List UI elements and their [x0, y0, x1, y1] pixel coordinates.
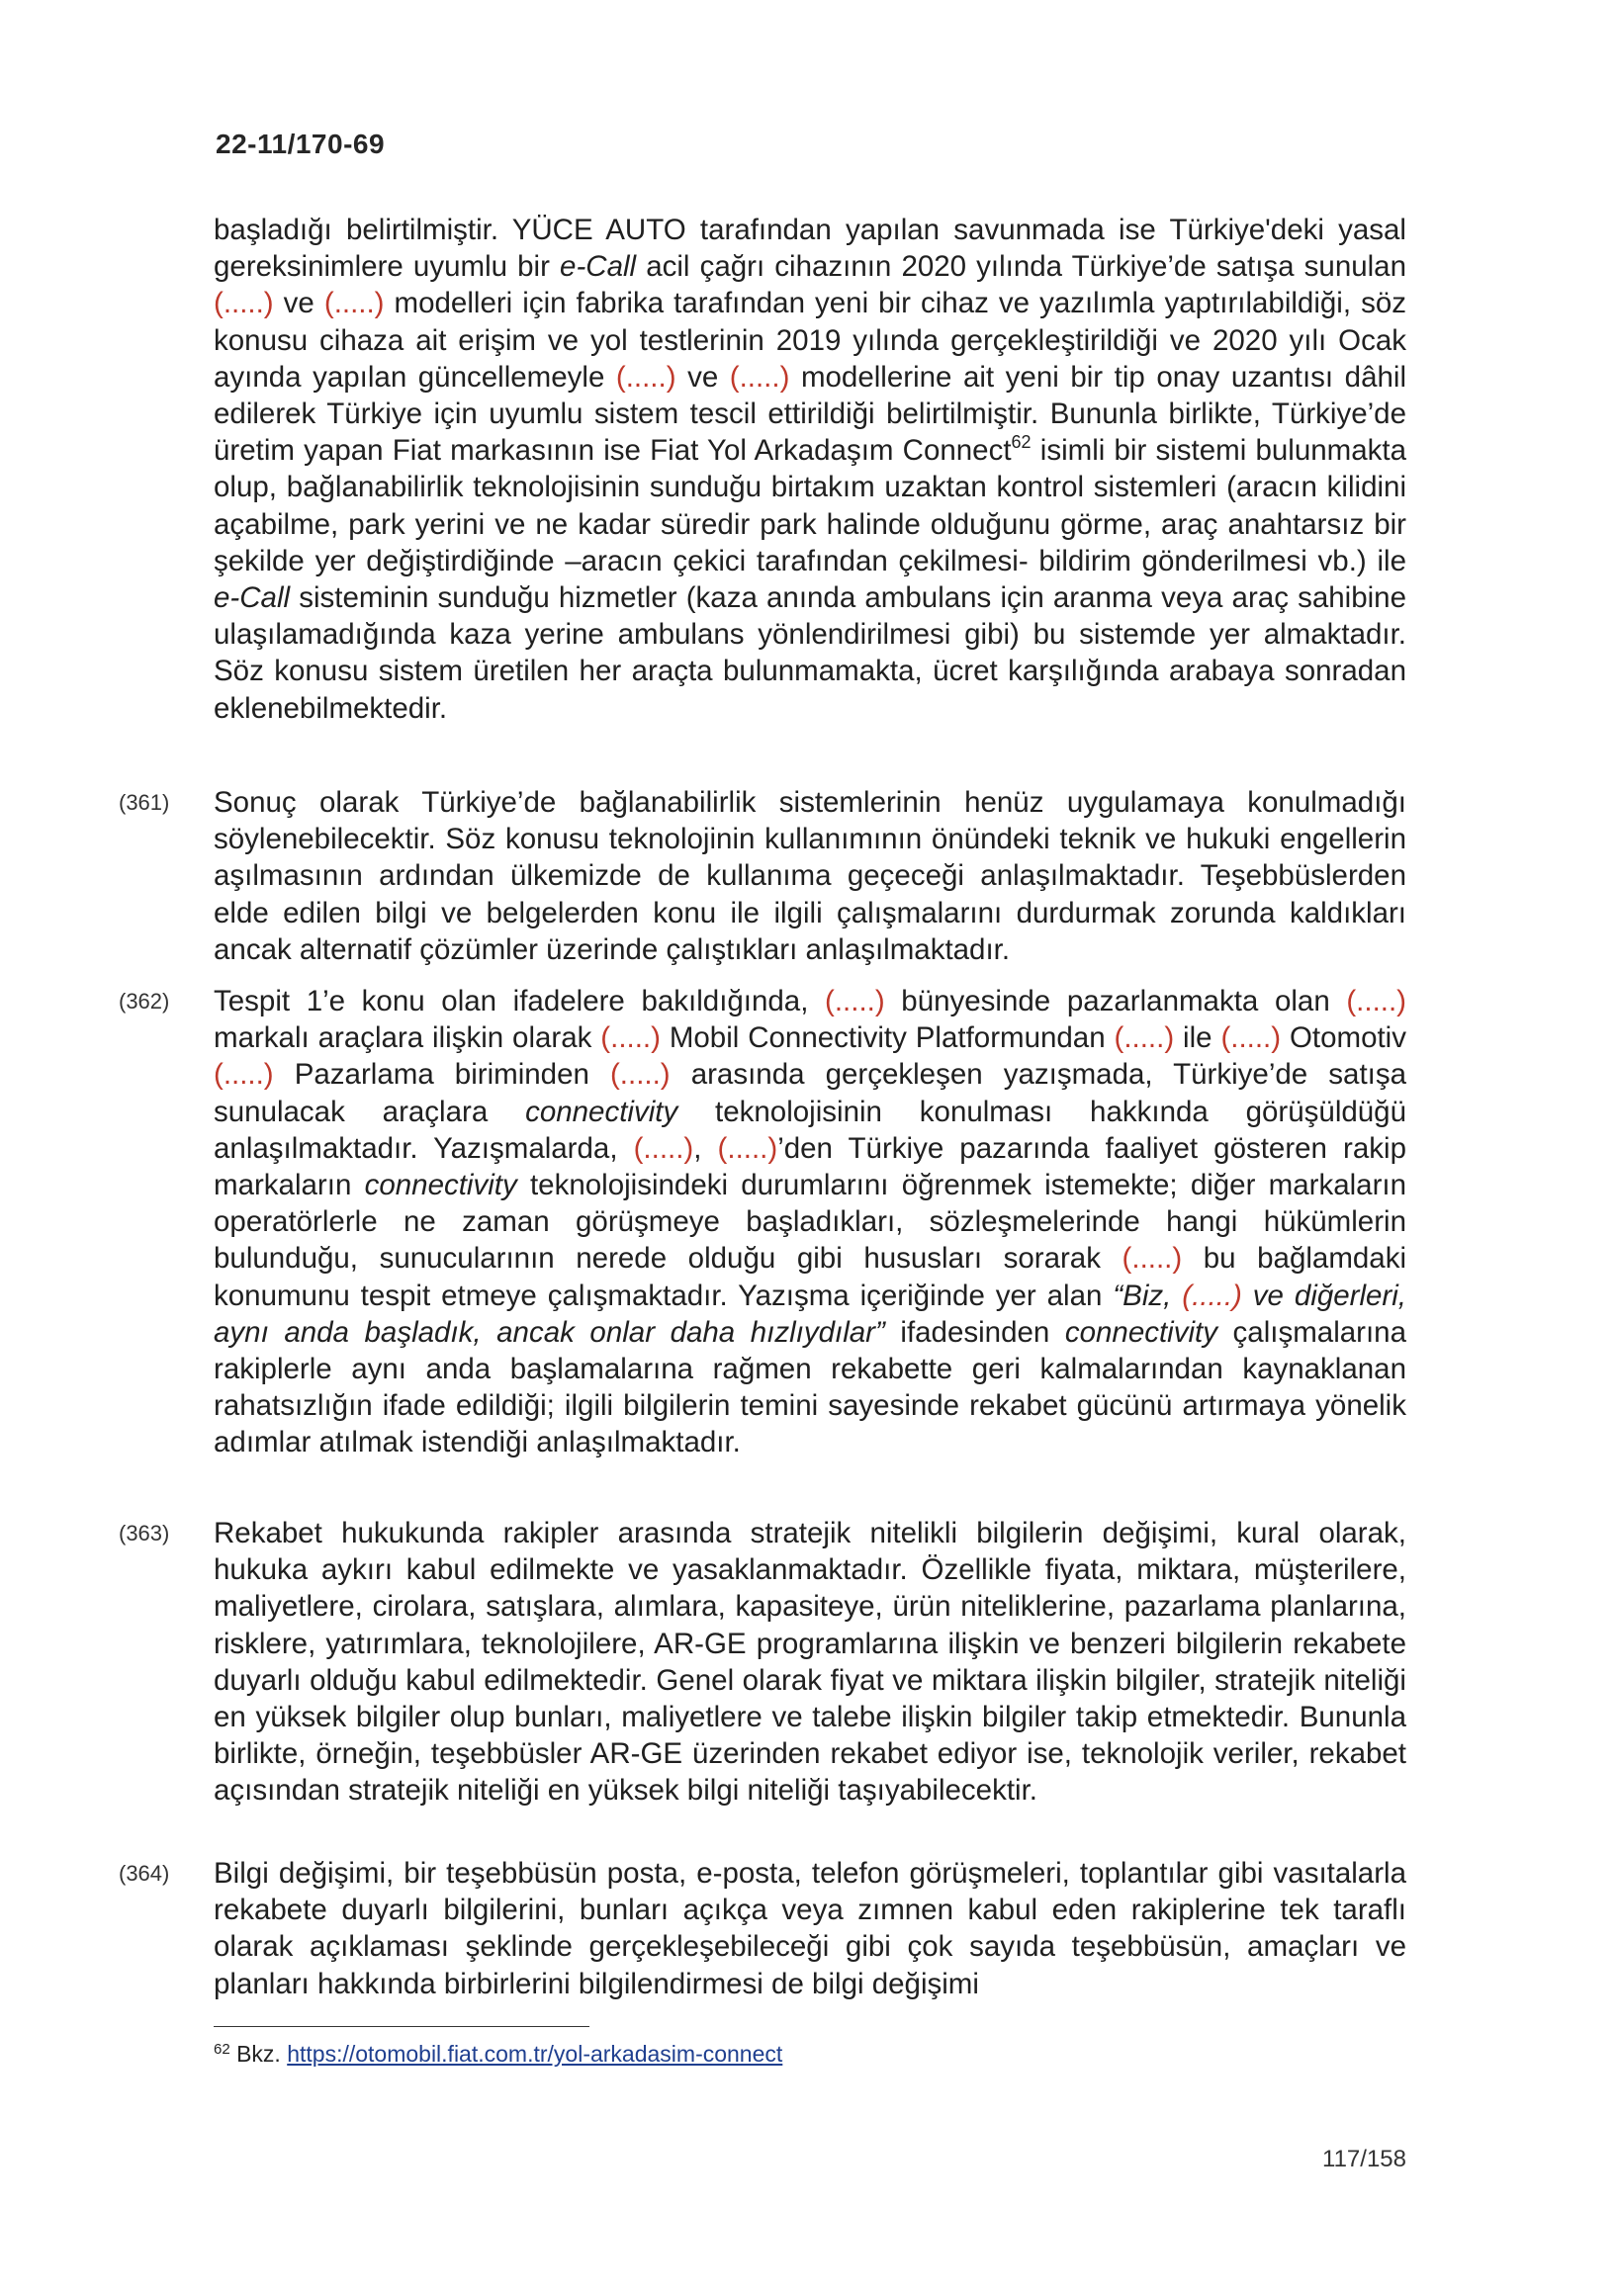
text-run-italic: e-Call — [560, 250, 637, 284]
document-id: 22-11/170-69 — [216, 129, 386, 159]
redaction: (.....) — [1220, 1021, 1282, 1055]
text-run: ifadesinden — [884, 1315, 1065, 1349]
text-run: , — [693, 1131, 718, 1165]
paragraph-362 — [214, 983, 1406, 1461]
footnote-divider — [214, 2026, 589, 2027]
text-run-italic: connectivity — [1064, 1315, 1217, 1349]
paragraph-number: (363) — [119, 1521, 170, 1545]
text-run: isimli bir sistemi bulunmakta olup, bağlanabilirlik teknolojisinin sunduğu birtakım uzaktan kontrol sistemleri (aracın kilidini açabilme, park yerini ve ne kadar süredir park halinde olduğunu görme, araç anahtarsız bir şekilde yer değiştirdiğinde –aracın çekici tarafından çekilmesi- bildirim gönderilmesi vb.) ile — [214, 434, 1406, 577]
redaction: (.....) — [1122, 1242, 1183, 1276]
text-run: ’den Türkiye pazarında faaliyet gösteren rakip markaların — [214, 1131, 1406, 1202]
text-run: çalışmalarına rakiplerle aynı anda başlamalarına rağmen rekabette geri kalmalarından kaynaklanan rahatsızlığın ifade edildiği; ilgili bilgilerin temini sayesinde rekabet gücünü artırmaya yönelik adımlar atılmak istendiği anlaşılmaktadır. — [214, 1315, 1406, 1459]
paragraph-text: Rekabet hukukunda rakipler arasında stratejik nitelikli bilgilerin değişimi, kural olarak, hukuka aykırı kabul edilmekte ve yasaklanmaktadır. Özellikle fiyata, miktara, müşterilere, maliyetlere, cirolara, satışlara, alımlara, kapasiteye, ürün niteliklerine, pazarlama planlarına, risklere, yatırımlara, teknolojilere, AR-GE programlarına ilişkin ve benzeri bilgilerin rekabete duyarlı olduğu kabul edilmektedir. Genel olarak fiyat ve miktara ilişkin bilgiler, stratejik niteliği en yüksek bilgiler olup bunları, maliyetlere ve talebe ilişkin bilgiler takip etmektedir. Bununla birlikte, örneğin, teşebbüsler AR-GE üzerinden rekabet ediyor ise, teknolojik veriler, rekabet açısından stratejik niteliği en yüksek bilgi niteliği taşıyabilecektir. — [214, 1517, 1406, 1808]
text-run: teknolojisindeki durumlarını öğrenmek istemekte; diğer markaların operatörlerle ne zaman görüşmeye başladıkları, sözleşmelerinde hangi hükümlerin bulunduğu, sunucularının nerede olduğu gibi hususları sorarak — [214, 1169, 1406, 1276]
text-run: arasında gerçekleşen yazışmada, Türkiye’de satışa sunulacak araçlara — [214, 1058, 1406, 1128]
redaction: (.....) — [1182, 1279, 1242, 1312]
text-run: Mobil Connectivity Platformundan — [660, 1021, 1115, 1055]
redaction: (.....) — [214, 287, 274, 320]
text-run: sisteminin sunduğu hizmetler (kaza anında ambulans için aranma veya araç sahibine ulaşılamadığında kaza yerine ambulans yönlendirilmesi gibi) bu sistemde yer almaktadır. Söz konusu sistem üretilen her araçta bulunmamakta, ücret karşılığında arabaya sonradan eklenebilmektedir. — [214, 581, 1406, 725]
text-run: ile — [1174, 1021, 1221, 1055]
text-run: Otomotiv — [1281, 1021, 1406, 1055]
redaction: (.....) — [323, 287, 385, 320]
footnote — [214, 2039, 782, 2069]
paragraph-continuation — [214, 212, 1406, 727]
redaction: (.....) — [615, 360, 676, 394]
text-run: modellerine ait yeni bir tip onay uzantısı dâhil edilerek Türkiye için uyumlu sistem tescil ettirildiği belirtilmiştir. Bununla birlikte, Türkiye’de üretim yapan Fiat markasının ise Fiat Yol Arkadaşım Connect — [214, 360, 1406, 468]
paragraph-number: (362) — [119, 989, 170, 1014]
text-run-italic: connectivity — [364, 1169, 517, 1202]
redaction: (.....) — [600, 1021, 661, 1055]
text-run-italic: connectivity — [525, 1095, 678, 1128]
paragraph-text: Bilgi değişimi, bir teşebbüsün posta, e-posta, telefon görüşmeleri, toplantılar gibi vasıtalarla rekabete duyarlı bilgilerini, bunları açıkça veya zımnen kabul eden rakiplerine tek taraflı olarak açıklaması şeklinde gerçekleşebileceği gibi çok sayıda teşebbüsün, amaçları ve planları hakkında birbirlerini bilgilendirmesi de bilgi değişimi — [214, 1857, 1406, 2000]
text-run: acil çağrı cihazının 2020 yılında Türkiye’de satışa sunulan — [636, 250, 1406, 284]
redaction: (.....) — [1114, 1021, 1175, 1055]
text-run: ve — [675, 360, 730, 394]
paragraph-number: (364) — [119, 1861, 170, 1886]
paragraph-number: (361) — [119, 790, 170, 815]
redaction: (.....) — [609, 1058, 671, 1092]
footnote-prefix: Bkz. — [229, 2041, 288, 2067]
redaction: (.....) — [825, 985, 885, 1017]
page-number: 117/158 — [1322, 2146, 1406, 2172]
paragraph-text: Sonuç olarak Türkiye’de bağlanabilirlik sistemlerinin henüz uygulamaya konulmadığı söylenebilecektir. Söz konusu teknolojinin kullanımının önündeki teknik ve hukuki engellerin aşılmasının ardından ülkemizde de kullanıma geçeceği anlaşılmaktadır. Teşebbüslerden elde edilen bilgi ve belgelerden konu ile ilgili çalışmalarını durdurmak zorunda kaldıkları ancak alternatif çözümler üzerinde çalıştıkları anlaşılmaktadır. — [214, 786, 1406, 966]
text-run: Tespit 1’e konu olan ifadelere bakıldığında, — [214, 985, 826, 1017]
text-run: teknolojisinin konulması hakkında görüşüldüğü anlaşılmaktadır. Yazışmalarda, — [214, 1095, 1406, 1165]
paragraph-361 — [214, 784, 1406, 968]
redaction: (.....) — [633, 1131, 694, 1165]
text-run: bünyesinde pazarlanmakta olan — [884, 985, 1347, 1017]
paragraph-text — [214, 212, 1406, 727]
paragraph-363 — [214, 1515, 1406, 1810]
quote-italic: ve diğerleri, aynı anda başladık, ancak onlar daha hızlıydılar” — [214, 1279, 1406, 1349]
text-run: modelleri için fabrika tarafından yeni bir cihaz ve yazılımla yaptırılabildiği, söz konusu cihaza ait erişim ve yol testlerinin 2019 yılında gerçekleştirildiği ve 2020 yılı Ocak ayında yapılan güncellemeyle — [214, 287, 1406, 394]
redaction: (.....) — [1346, 985, 1406, 1017]
footnote-number: 62 — [214, 2041, 230, 2058]
redaction: (.....) — [729, 360, 790, 394]
paragraph-364 — [214, 1855, 1406, 2002]
text-run-italic: e-Call — [214, 581, 291, 615]
footnote-reference[interactable]: 62 — [1011, 432, 1032, 453]
footnote-link[interactable]: https://otomobil.fiat.com.tr/yol-arkadasim-connect — [287, 2041, 783, 2067]
paragraph-text — [214, 983, 1406, 1461]
text-run: Pazarlama biriminden — [273, 1058, 610, 1092]
redaction: (.....) — [717, 1131, 778, 1165]
text-run: bu bağlamdaki konumunu tespit etmeye çalışmaktadır. Yazışma içeriğinde yer alan — [214, 1242, 1407, 1312]
text-run: markalı araçlara ilişkin olarak — [214, 1021, 601, 1055]
text-run: başladığı belirtilmiştir. YÜCE AUTO tarafından yapılan savunmada ise Türkiye'deki yasal gereksinimlere uyumlu bir — [214, 214, 1406, 284]
redaction: (.....) — [214, 1058, 274, 1092]
text-run: ve — [273, 287, 324, 320]
quote-italic: “Biz, — [1113, 1279, 1183, 1312]
